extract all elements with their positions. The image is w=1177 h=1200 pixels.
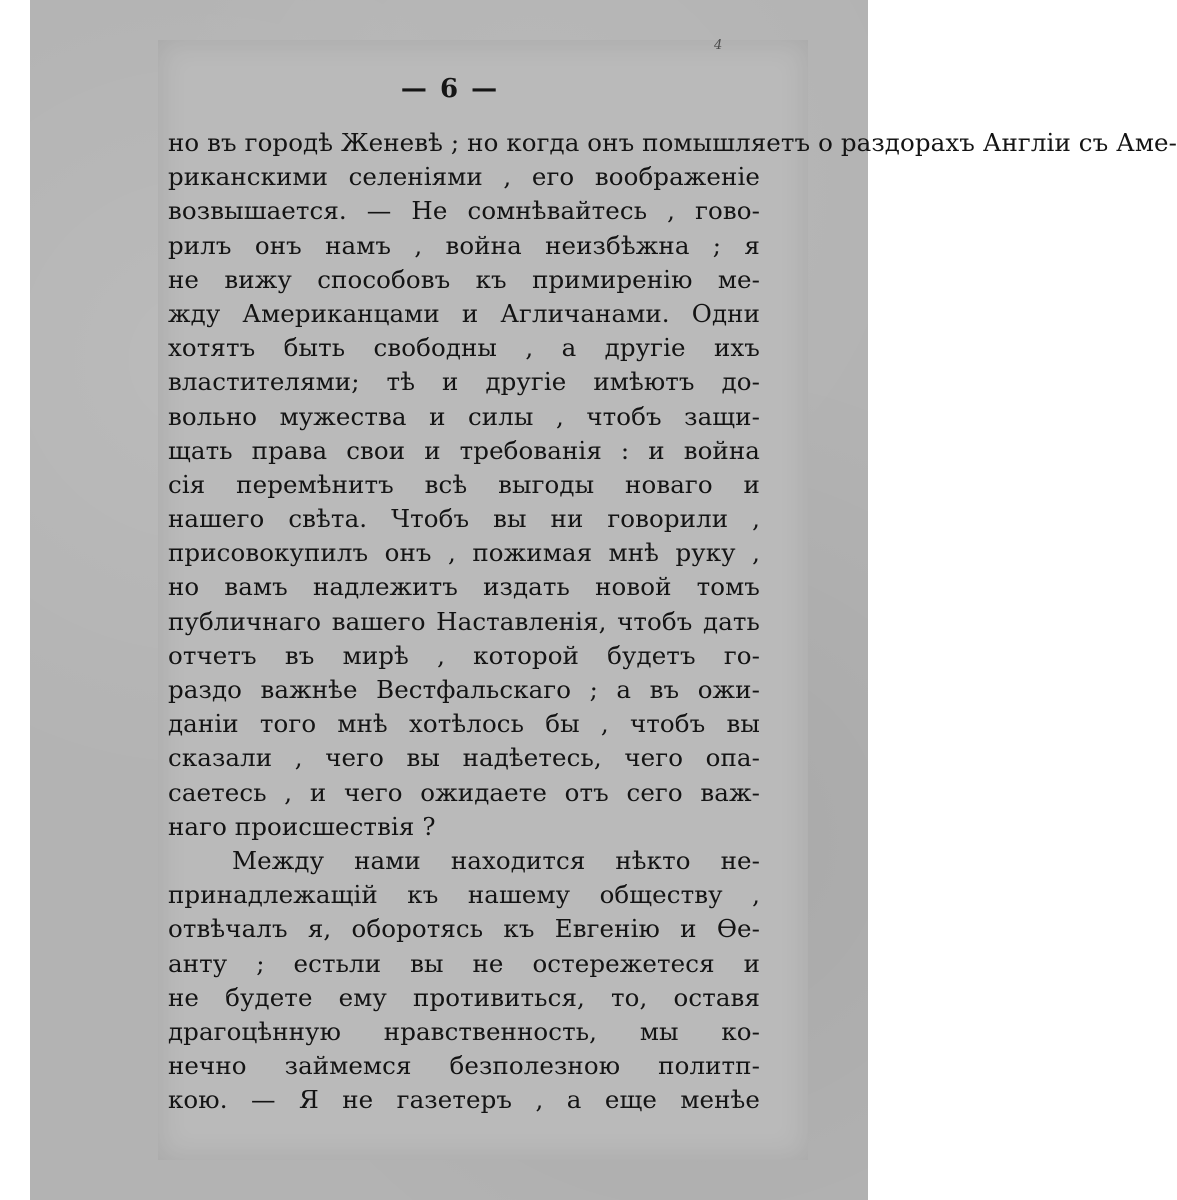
text-line-6: жду Американцами и Агличанами. Одни — [168, 298, 760, 328]
corner-pencil-mark: 4 — [714, 38, 723, 53]
text-line-26: не будете ему противиться, то, оставя — [168, 982, 760, 1012]
text-line-28: нечно займемся безполезною политп- — [168, 1051, 760, 1081]
text-line-8: властителями; тѣ и другіе имѣютъ до- — [168, 367, 760, 397]
text-line-21: наго происшествія ? — [168, 811, 436, 841]
text-line-29: кою. — Я не газетеръ , а еще менѣе — [168, 1085, 760, 1115]
page-number: — 6 — — [400, 74, 500, 104]
text-line-12: нашего свѣта. Чтобъ вы ни говорили , — [168, 504, 760, 534]
text-line-20: саетесь , и чего ожидаете отъ сего важ- — [168, 777, 760, 807]
text-line-17: раздо важнѣе Вестфальскаго ; а въ ожи- — [168, 675, 760, 704]
body-text — [168, 126, 1177, 1117]
text-line-16: отчетъ въ мирѣ , которой будетъ го- — [168, 640, 760, 670]
text-line-22: Между нами находится нѣкто не- — [232, 845, 760, 875]
text-line-19: сказали , чего вы надѣетесь, чего опа- — [168, 743, 760, 773]
text-line-5: не вижу способовъ къ примиренію ме- — [168, 264, 760, 294]
text-line-10: щать права свои и требованія : и война — [168, 435, 760, 465]
text-line-4: рилъ онъ намъ , война неизбѣжна ; я — [168, 230, 760, 260]
text-line-24: отвѣчалъ я, оборотясь къ Евгенію и Ѳе- — [168, 914, 760, 944]
text-line-7: хотятъ быть свободны , а другіе ихъ — [168, 333, 760, 363]
text-line-3: возвышается. — Не сомнѣвайтесь , гово- — [168, 196, 760, 226]
text-line-23: принадлежащій къ нашему обществу , — [168, 880, 760, 910]
text-line-11: сія перемѣнитъ всѣ выгоды новаго и — [168, 469, 760, 499]
text-line-14: но вамъ надлежитъ издать новой томъ — [168, 572, 760, 602]
text-line-15: публичнаго вашего Наставленія, чтобъ дать — [168, 606, 760, 636]
text-line-27: драгоцѣнную нравственность, мы ко- — [168, 1016, 760, 1046]
text-line-13: присовокупилъ онъ , пожимая мнѣ руку , — [168, 538, 760, 568]
text-line-18: даніи того мнѣ хотѣлось бы , чтобъ вы — [168, 709, 760, 739]
text-line-9: вольно мужества и силы , чтобъ защи- — [168, 401, 760, 431]
text-line-1: но въ городѣ Женевѣ ; но когда онъ помышляетъ о раздорахъ Англіи съ Аме- — [168, 128, 1177, 157]
text-line-2: риканскими селеніями , его воображеніе — [168, 162, 760, 192]
text-line-25: анту ; естьли вы не остережетеся и — [168, 948, 760, 978]
